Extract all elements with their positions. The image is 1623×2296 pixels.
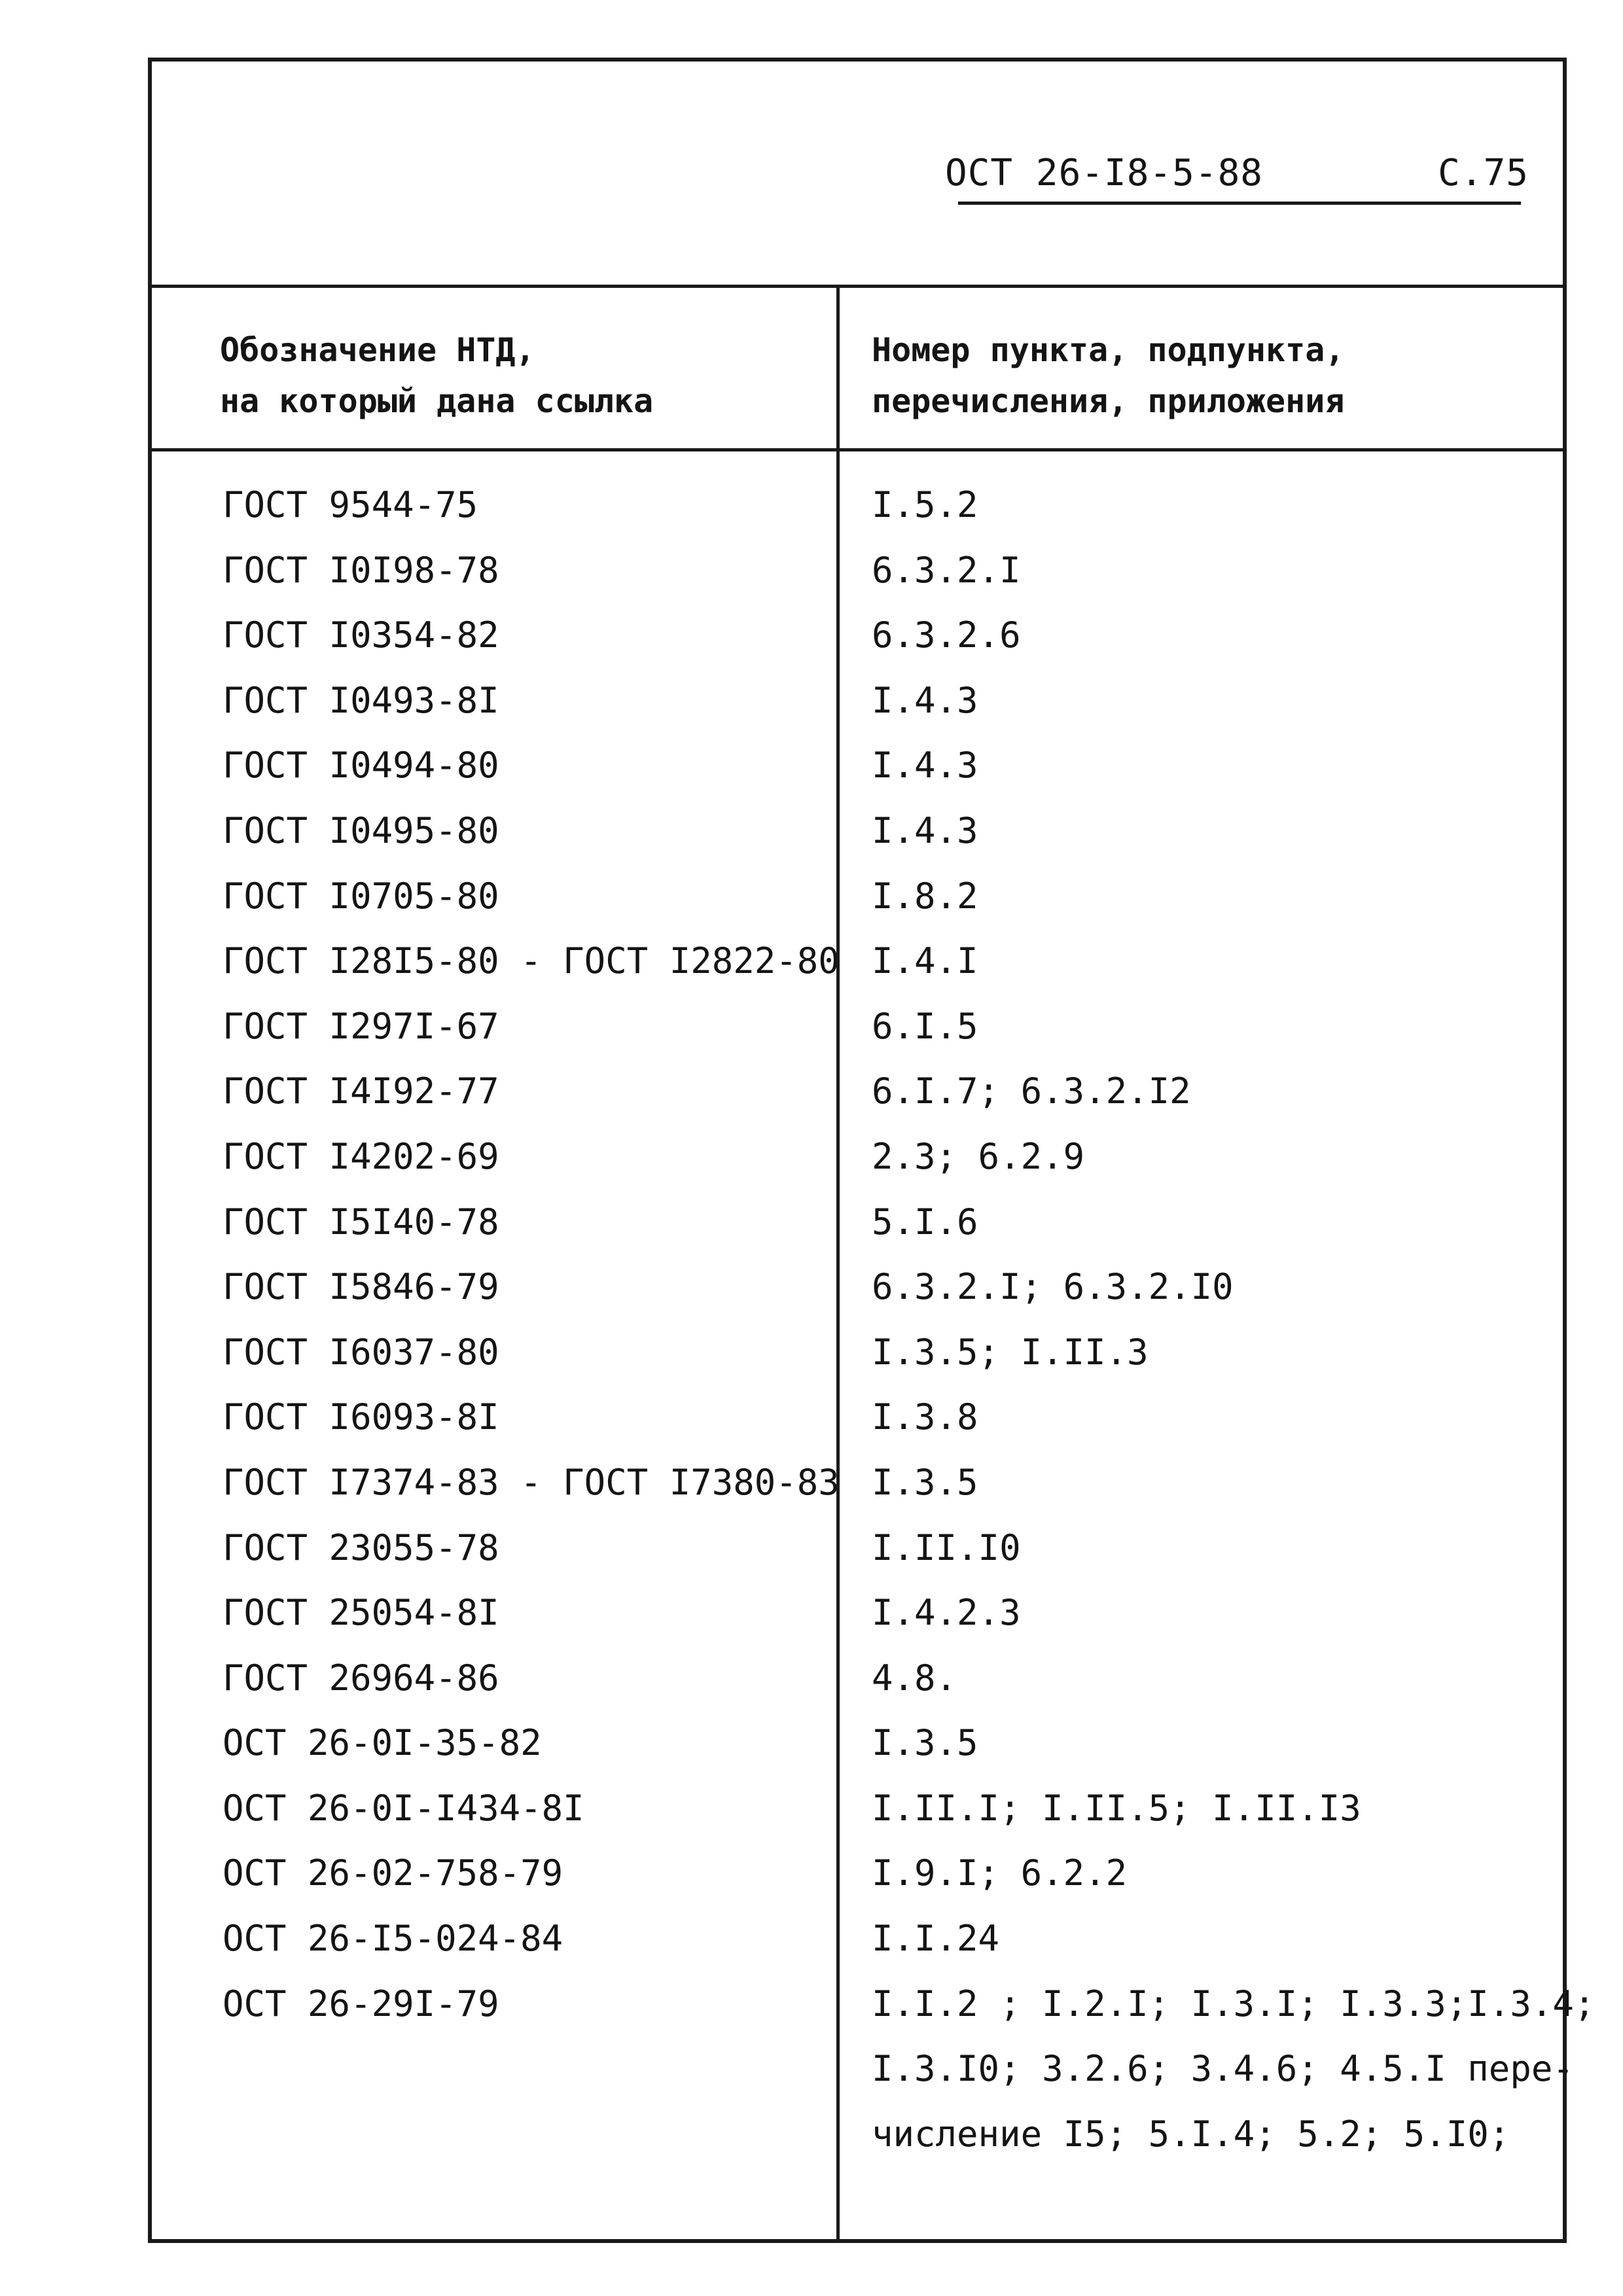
ntd-reference: ГОСТ I7374-83 - ГОСТ I7380-83: [223, 1461, 840, 1503]
table-row: [152, 1580, 1563, 1646]
clause-number: 6.3.2.6: [872, 614, 1021, 656]
table-row: [152, 1971, 1596, 2037]
header-underline: [958, 202, 1521, 205]
page-header: [152, 62, 1563, 288]
table-row: [152, 733, 1563, 798]
table-row: [152, 1710, 1563, 1776]
clause-number: I.3.5: [872, 1722, 978, 1764]
table-row: [152, 1646, 1563, 1711]
column-header-clause: Номер пункта, подпункта, перечисления, приложения: [872, 331, 1345, 420]
table-row: [152, 1320, 1563, 1385]
ntd-reference: ГОСТ I0I98-78: [223, 549, 499, 591]
table-row: [152, 994, 1563, 1059]
ntd-reference: ГОСТ I0705-80: [223, 875, 499, 917]
ntd-reference: ОСТ 26-I5-024-84: [223, 1918, 563, 1960]
table-row: [152, 1841, 1563, 1906]
ntd-reference: ГОСТ I6037-80: [223, 1331, 499, 1373]
clause-number: I.3.8: [872, 1396, 978, 1438]
page-number: С.75: [1438, 152, 1529, 194]
clause-number: 5.I.6: [872, 1201, 978, 1243]
ntd-reference: ОСТ 26-29I-79: [223, 1983, 499, 2024]
clause-number: 6.I.7; 6.3.2.I2: [872, 1070, 1191, 1112]
clause-number: 4.8.: [872, 1657, 957, 1699]
clause-number: I.II.I0: [872, 1527, 1021, 1568]
table-row: [152, 603, 1563, 668]
clause-number: I.8.2: [872, 875, 978, 917]
table-row: [152, 1385, 1563, 1450]
table-row: [152, 1776, 1563, 1841]
table-row: [152, 538, 1563, 603]
ntd-reference: ГОСТ 25054-8I: [223, 1592, 499, 1634]
clause-number: 6.I.5: [872, 1005, 978, 1047]
clause-number: I.II.I; I.II.5; I.II.I3: [872, 1787, 1361, 1829]
document-frame: [148, 58, 1596, 2243]
ntd-reference: ОСТ 26-0I-35-82: [223, 1722, 542, 1764]
ntd-reference: ГОСТ I0493-8I: [223, 679, 499, 721]
clause-number: 6.3.2.I; 6.3.2.I0: [872, 1266, 1234, 1308]
clause-number: I.5.2: [872, 484, 978, 525]
table-body: [152, 472, 1596, 2166]
table-row: [152, 1124, 1563, 1190]
ntd-reference: ГОСТ I6093-8I: [223, 1396, 499, 1438]
ntd-reference: ГОСТ I297I-67: [223, 1005, 499, 1047]
clause-number: I.9.I; 6.2.2: [872, 1852, 1128, 1894]
ntd-reference: ГОСТ I5846-79: [223, 1266, 499, 1308]
clause-number: I.I.24: [872, 1918, 1000, 1960]
clause-number: I.3.5; I.II.3: [872, 1331, 1149, 1373]
clause-number: I.4.2.3: [872, 1592, 1021, 1634]
clause-number: I.4.3: [872, 679, 978, 721]
table-row: [152, 864, 1563, 929]
clause-number: I.I.2 ; I.2.I; I.3.I; I.3.3;I.3.4;: [872, 1983, 1596, 2024]
ntd-reference: ОСТ 26-0I-I434-8I: [223, 1787, 584, 1829]
clause-number: I.4.I: [872, 940, 978, 982]
table-header: [152, 288, 1563, 451]
table-row: [152, 1906, 1563, 1971]
ntd-reference: ГОСТ I0495-80: [223, 809, 499, 851]
table-row: [152, 928, 1563, 994]
ntd-reference: ГОСТ I0494-80: [223, 745, 499, 786]
clause-number: числение I5; 5.I.4; 5.2; 5.I0;: [872, 2113, 1510, 2155]
ntd-reference: ГОСТ I28I5-80 - ГОСТ I2822-80: [223, 940, 840, 982]
ntd-reference: ГОСТ I5I40-78: [223, 1201, 499, 1243]
clause-number: 2.3; 6.2.9: [872, 1135, 1085, 1177]
ntd-reference: ГОСТ 23055-78: [223, 1527, 499, 1568]
table-row-continuation: [152, 2102, 1563, 2167]
clause-number: I.3.I0; 3.2.6; 3.4.6; 4.5.I пере-: [872, 2048, 1574, 2090]
table-row: [152, 1450, 1563, 1515]
column-header-reference: Обозначение НТД, на который дана ссылка: [220, 331, 654, 420]
table-row: [152, 1059, 1563, 1124]
table-row: [152, 1190, 1563, 1255]
document-code: ОСТ 26-I8-5-88: [945, 152, 1264, 194]
ntd-reference: ГОСТ 26964-86: [223, 1657, 499, 1699]
table-row: [152, 798, 1563, 864]
ntd-reference: ГОСТ I0354-82: [223, 614, 499, 656]
ntd-reference: ГОСТ I4202-69: [223, 1135, 499, 1177]
clause-number: I.4.3: [872, 809, 978, 851]
table-row: [152, 472, 1563, 538]
ntd-reference: ГОСТ 9544-75: [223, 484, 478, 525]
table-row: [152, 668, 1563, 733]
ntd-reference: ОСТ 26-02-758-79: [223, 1852, 563, 1894]
clause-number: I.4.3: [872, 745, 978, 786]
table-row-continuation: [152, 2036, 1574, 2102]
table-row: [152, 1254, 1563, 1320]
ntd-reference: ГОСТ I4I92-77: [223, 1070, 499, 1112]
table-row: [152, 1515, 1563, 1581]
clause-number: I.3.5: [872, 1461, 978, 1503]
clause-number: 6.3.2.I: [872, 549, 1021, 591]
